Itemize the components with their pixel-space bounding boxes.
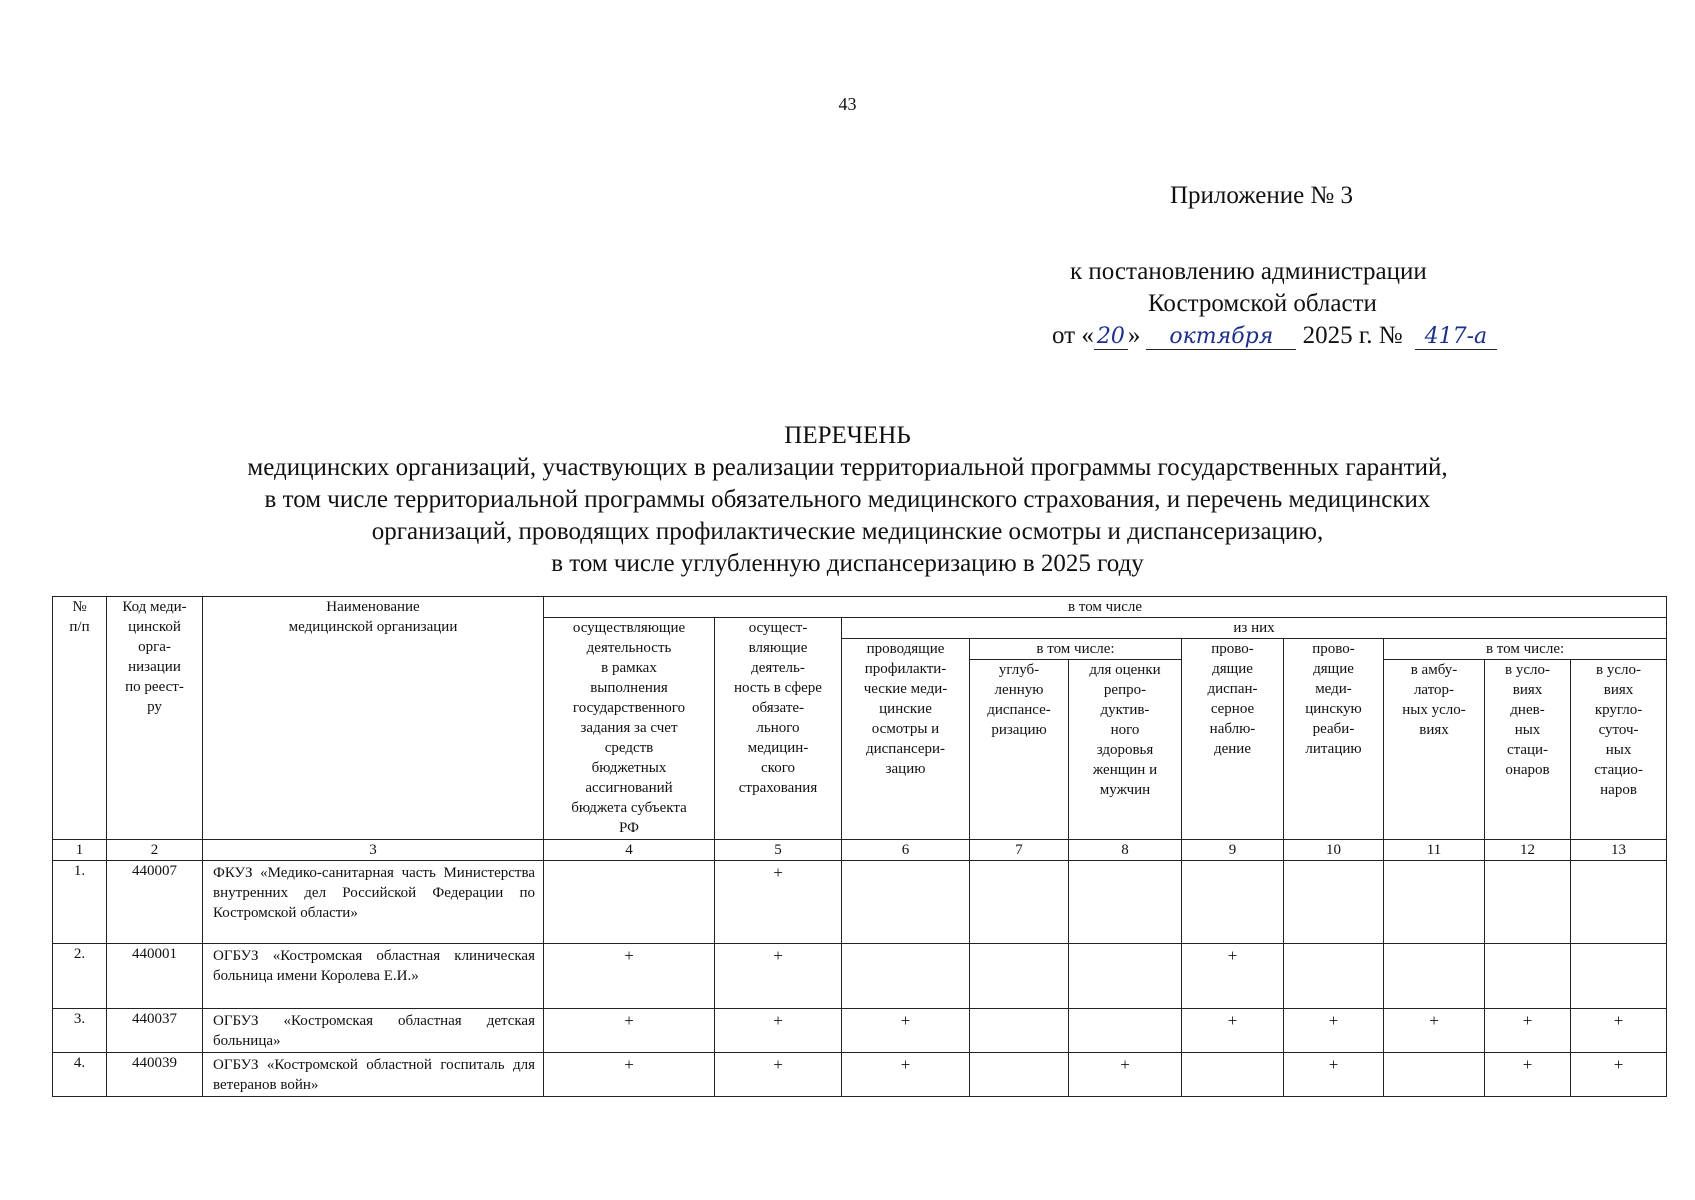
row-org-name: ОГБУЗ «Костромской областной госпиталь для ветеранов войн»	[203, 1053, 544, 1097]
handwritten-doc-number: 417-а	[1415, 325, 1497, 350]
handwritten-day: 20	[1094, 325, 1128, 350]
header-reproductive: для оценки репро- дуктив- ного здоровья женщин и мужчин	[1069, 660, 1182, 840]
header-no: № п/п	[53, 597, 107, 840]
handwritten-month: октября	[1146, 325, 1296, 350]
header-dispensary: прово- дящие диспан- серное наблю- дение	[1182, 639, 1284, 840]
header-outpatient: в амбу- латор- ных усло- виях	[1384, 660, 1485, 840]
row-org-name: ОГБУЗ «Костромская областная детская больница»	[203, 1009, 544, 1053]
mark-oms: +	[715, 944, 842, 1009]
date-mid: »	[1127, 322, 1141, 349]
mark-oms: +	[715, 1053, 842, 1097]
column-number: 9	[1182, 840, 1284, 861]
organizations-table	[52, 596, 1667, 1097]
table-row	[53, 1053, 1667, 1097]
header-state-task: осуществляющие деятельность в рамках выполнения государственного задания за счет средств бюджетных ассигнований бюджета субъекта РФ	[544, 618, 715, 840]
header-of-them: из них	[842, 618, 1667, 639]
appendix-date-line	[1052, 320, 1497, 352]
mark-in-depth	[970, 1053, 1069, 1097]
mark-round-clock: +	[1571, 1053, 1667, 1097]
mark-outpatient	[1384, 944, 1485, 1009]
column-number: 4	[544, 840, 715, 861]
header-including-sub-a: в том числе:	[970, 639, 1182, 660]
table-row	[53, 861, 1667, 944]
mark-reproductive: +	[1069, 1053, 1182, 1097]
subtitle-line: медицинских организаций, участвующих в реализации территориальной программы государственных гарантий,	[247, 454, 1448, 481]
column-number: 11	[1384, 840, 1485, 861]
row-number: 3.	[53, 1009, 107, 1053]
mark-prophylactic: +	[842, 1009, 970, 1053]
page-number: 43	[838, 94, 857, 114]
mark-in-depth	[970, 1009, 1069, 1053]
mark-in-depth	[970, 944, 1069, 1009]
column-number: 5	[715, 840, 842, 861]
subtitle-line: организаций, проводящих профилактические медицинские осмотры и диспансеризацию,	[371, 518, 1324, 545]
subtitle-line: в том числе углубленную диспансеризацию в 2025 году	[551, 550, 1144, 577]
mark-day-hospital	[1485, 861, 1571, 944]
table-row	[53, 944, 1667, 1009]
header-oms: осущест- вляющие деятель- ность в сфере обязате- льного медицин- ского страхования	[715, 618, 842, 840]
mark-reproductive	[1069, 1009, 1182, 1053]
mark-state-task: +	[544, 1053, 715, 1097]
mark-dispensary	[1182, 1053, 1284, 1097]
mark-dispensary: +	[1182, 1009, 1284, 1053]
mark-reproductive	[1069, 861, 1182, 944]
header-code: Код меди- цинской орга- низации по реест- ру	[107, 597, 203, 840]
mark-rehab	[1284, 861, 1384, 944]
row-code: 440037	[107, 1009, 203, 1053]
column-number: 3	[203, 840, 544, 861]
mark-prophylactic: +	[842, 1053, 970, 1097]
row-org-name: ФКУЗ «Медико-санитарная часть Министерства внутренних дел Российской Федерации по Костромской области»	[203, 861, 544, 944]
mark-outpatient: +	[1384, 1009, 1485, 1053]
mark-round-clock	[1571, 944, 1667, 1009]
mark-oms: +	[715, 861, 842, 944]
mark-state-task	[544, 861, 715, 944]
header-including-sub-b: в том числе:	[1384, 639, 1667, 660]
mark-prophylactic	[842, 944, 970, 1009]
appendix-line-1: к постановлению администрации	[1070, 258, 1427, 285]
appendix-title: Приложение № 3	[1170, 182, 1354, 209]
mark-day-hospital: +	[1485, 1053, 1571, 1097]
column-number: 6	[842, 840, 970, 861]
mark-round-clock: +	[1571, 1009, 1667, 1053]
mark-rehab	[1284, 944, 1384, 1009]
document-title: ПЕРЕЧЕНЬ	[784, 422, 911, 449]
mark-reproductive	[1069, 944, 1182, 1009]
mark-rehab: +	[1284, 1053, 1384, 1097]
row-number: 1.	[53, 861, 107, 944]
mark-day-hospital: +	[1485, 1009, 1571, 1053]
mark-oms: +	[715, 1009, 842, 1053]
mark-prophylactic	[842, 861, 970, 944]
mark-round-clock	[1571, 861, 1667, 944]
column-number: 1	[53, 840, 107, 861]
row-number: 2.	[53, 944, 107, 1009]
table-row	[53, 1009, 1667, 1053]
header-in-depth: углуб- ленную диспансе- ризацию	[970, 660, 1069, 840]
header-rehab: прово- дящие меди- цинскую реаби- литацию	[1284, 639, 1384, 840]
row-code: 440001	[107, 944, 203, 1009]
mark-state-task: +	[544, 944, 715, 1009]
mark-state-task: +	[544, 1009, 715, 1053]
row-code: 440007	[107, 861, 203, 944]
mark-outpatient	[1384, 1053, 1485, 1097]
mark-dispensary	[1182, 861, 1284, 944]
date-suffix: 2025 г. №	[1296, 322, 1409, 349]
subtitle-line: в том числе территориальной программы обязательного медицинского страхования, и перечень медицинских	[264, 486, 1431, 513]
header-prophylactic: проводящие профилакти- ческие меди- цинские осмотры и диспансери- зацию	[842, 639, 970, 840]
column-number: 13	[1571, 840, 1667, 861]
header-day-hospital: в усло- виях днев- ных стаци- онаров	[1485, 660, 1571, 840]
column-number: 7	[970, 840, 1069, 861]
row-org-name: ОГБУЗ «Костромская областная клиническая больница имени Королева Е.И.»	[203, 944, 544, 1009]
header-including: в том числе	[544, 597, 1667, 618]
column-number: 10	[1284, 840, 1384, 861]
column-number: 2	[107, 840, 203, 861]
document-subtitle	[0, 452, 1695, 580]
date-prefix: от «	[1052, 322, 1094, 349]
row-code: 440039	[107, 1053, 203, 1097]
row-number: 4.	[53, 1053, 107, 1097]
column-number: 8	[1069, 840, 1182, 861]
appendix-line-2: Костромской области	[1148, 290, 1377, 317]
header-name: Наименование медицинской организации	[203, 597, 544, 840]
mark-day-hospital	[1485, 944, 1571, 1009]
header-round-clock: в усло- виях кругло- суточ- ных стацио- наров	[1571, 660, 1667, 840]
mark-in-depth	[970, 861, 1069, 944]
mark-rehab: +	[1284, 1009, 1384, 1053]
mark-outpatient	[1384, 861, 1485, 944]
column-number: 12	[1485, 840, 1571, 861]
mark-dispensary: +	[1182, 944, 1284, 1009]
